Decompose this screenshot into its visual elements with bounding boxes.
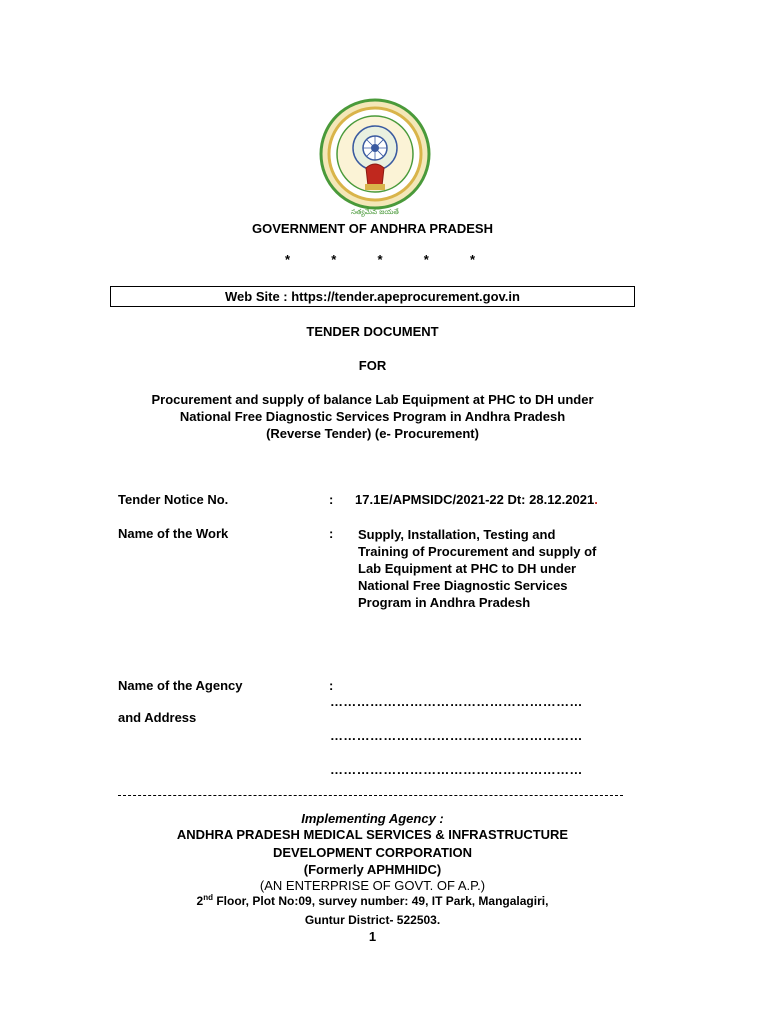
work-line: Supply, Installation, Testing and xyxy=(358,527,556,542)
star: * xyxy=(377,252,383,267)
tender-notice-label: Tender Notice No. xyxy=(118,492,229,507)
document-title: TENDER DOCUMENT xyxy=(306,324,439,339)
website-text: Web Site : https://tender.apeprocurement.gov.in xyxy=(225,289,520,304)
floor-suffix: nd xyxy=(203,893,214,902)
organization-name-line: DEVELOPMENT CORPORATION xyxy=(272,845,473,860)
colon: : xyxy=(329,526,334,541)
star: * xyxy=(469,252,475,267)
tender-notice-period: . xyxy=(594,492,598,507)
agency-fill-line: ………………………………………………… xyxy=(330,728,583,743)
government-heading: GOVERNMENT OF ANDHRA PRADESH xyxy=(252,221,493,236)
address-line xyxy=(0,893,745,908)
floor-number: 2 xyxy=(196,894,204,908)
website-box xyxy=(110,286,635,307)
work-value xyxy=(358,526,638,611)
agency-fill-line: ………………………………………………… xyxy=(330,694,583,709)
subject-line: (Reverse Tender) (e- Procurement) xyxy=(266,426,479,441)
dashed-divider xyxy=(118,795,623,796)
address-label: and Address xyxy=(118,710,197,725)
star: * xyxy=(285,252,291,267)
svg-text:సత్యమేవ జయతే: సత్యమేవ జయతే xyxy=(351,208,399,216)
for-label: FOR xyxy=(358,358,387,373)
colon: : xyxy=(329,492,334,507)
star: * xyxy=(423,252,429,267)
enterprise-line: (AN ENTERPRISE OF GOVT. OF A.P.) xyxy=(259,878,486,893)
colon: : xyxy=(329,678,334,693)
former-name: (Formerly APHMHIDC) xyxy=(303,862,442,877)
agency-fill-line: ………………………………………………… xyxy=(330,762,583,777)
tender-subject xyxy=(100,391,645,442)
subject-line: Procurement and supply of balance Lab Equipment at PHC to DH under xyxy=(151,392,594,407)
address-rest: Floor, Plot No:09, survey number: 49, IT Park, Mangalagiri, xyxy=(213,894,549,908)
work-line: Program in Andhra Pradesh xyxy=(358,595,531,610)
organization-name-line: ANDHRA PRADESH MEDICAL SERVICES & INFRASTRUCTURE xyxy=(176,827,569,842)
star-separator xyxy=(285,252,475,267)
page-number: 1 xyxy=(368,929,377,944)
tender-notice-value xyxy=(355,492,598,507)
work-label: Name of the Work xyxy=(118,526,229,541)
implementing-agency-label: Implementing Agency : xyxy=(301,811,444,826)
address-line: Guntur District- 522503. xyxy=(304,913,441,927)
work-line: Lab Equipment at PHC to DH under xyxy=(358,561,577,576)
work-line: National Free Diagnostic Services xyxy=(358,578,568,593)
work-line: Training of Procurement and supply of xyxy=(358,544,597,559)
ap-state-emblem xyxy=(316,98,434,218)
agency-label: Name of the Agency xyxy=(118,678,243,693)
tender-notice-number: 17.1E/APMSIDC/2021-22 Dt: 28.12.2021 xyxy=(355,492,595,507)
subject-line: National Free Diagnostic Services Program in Andhra Pradesh xyxy=(179,409,566,424)
star: * xyxy=(331,252,337,267)
